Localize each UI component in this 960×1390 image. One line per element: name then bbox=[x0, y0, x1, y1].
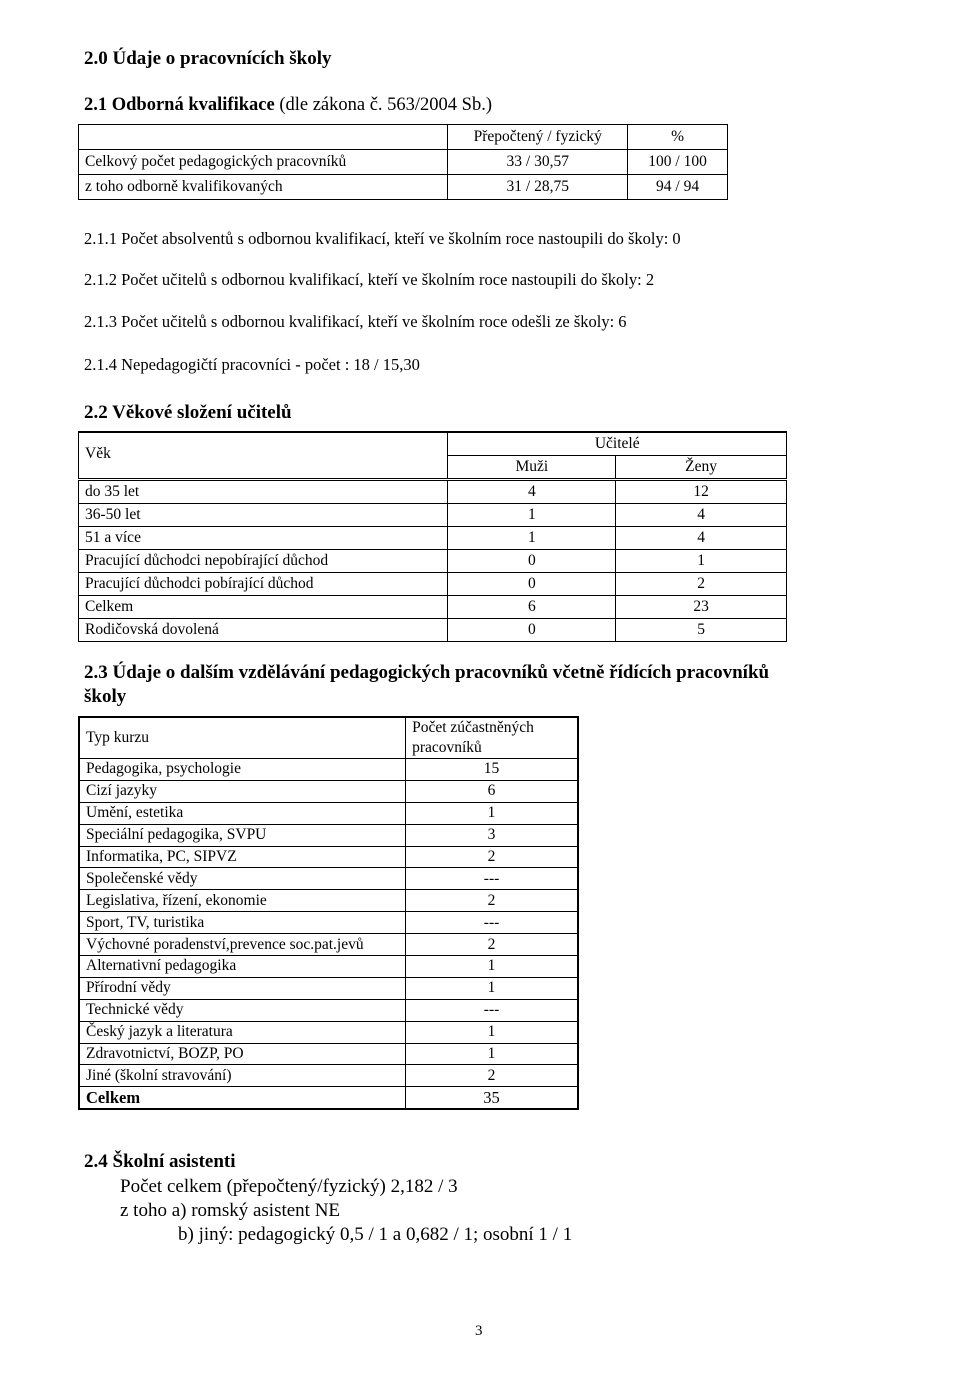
training-table bbox=[78, 716, 579, 1110]
table-cell: 5 bbox=[616, 619, 787, 642]
table-header-cell: % bbox=[628, 125, 728, 150]
table-cell: Pracující důchodci pobírající důchod bbox=[79, 573, 448, 596]
table-cell: Přírodní vědy bbox=[79, 977, 406, 999]
assistants-total: Počet celkem (přepočtený/fyzický) 2,182 / 3 bbox=[120, 1176, 458, 1197]
section-title-2-1 bbox=[84, 95, 492, 116]
table-cell: 15 bbox=[406, 759, 578, 781]
table-cell: 0 bbox=[448, 619, 616, 642]
table-row bbox=[79, 868, 578, 890]
section-title-2-4: 2.4 Školní asistenti bbox=[84, 1151, 236, 1172]
table-cell: 6 bbox=[448, 596, 616, 619]
table-cell: 1 bbox=[448, 527, 616, 550]
section-title-2-1-bold: 2.1 Odborná kvalifikace bbox=[84, 95, 275, 115]
table-row bbox=[79, 527, 787, 550]
table-row bbox=[79, 780, 578, 802]
table-cell: do 35 let bbox=[79, 480, 448, 504]
table-header-cell: Přepočtený / fyzický bbox=[448, 125, 628, 150]
table-row bbox=[79, 550, 787, 573]
section-2-1-3: 2.1.3 Počet učitelů s odbornou kvalifikací, kteří ve školním roce odešli ze školy: 6 bbox=[84, 312, 627, 331]
table-row bbox=[79, 1021, 578, 1043]
table-cell: Speciální pedagogika, SVPU bbox=[79, 824, 406, 846]
table-header-cell: Typ kurzu bbox=[79, 717, 406, 759]
header-line: Počet zúčastněných bbox=[412, 719, 534, 736]
age-structure-table bbox=[78, 431, 787, 642]
table-row bbox=[79, 977, 578, 999]
table-cell: Celkem bbox=[79, 596, 448, 619]
table-cell: 1 bbox=[448, 504, 616, 527]
table-cell: --- bbox=[406, 868, 578, 890]
table-cell: z toho odborně kvalifikovaných bbox=[79, 175, 448, 200]
table-cell: 1 bbox=[406, 1021, 578, 1043]
table-cell: Český jazyk a literatura bbox=[79, 1021, 406, 1043]
table-cell: --- bbox=[406, 912, 578, 934]
table-cell: 2 bbox=[406, 890, 578, 912]
qualification-table bbox=[78, 124, 728, 200]
table-cell: --- bbox=[406, 999, 578, 1021]
table-cell: 35 bbox=[406, 1087, 578, 1109]
section-title-2-2: 2.2 Věkové složení učitelů bbox=[84, 402, 292, 423]
section-2-1-2: 2.1.2 Počet učitelů s odbornou kvalifikací, kteří ve školním roce nastoupili do školy: 2 bbox=[84, 270, 655, 289]
table-row bbox=[79, 934, 578, 956]
table-cell: 12 bbox=[616, 480, 787, 504]
table-row bbox=[79, 596, 787, 619]
table-row bbox=[79, 175, 728, 200]
table-cell: 4 bbox=[448, 480, 616, 504]
section-2-1-1: 2.1.1 Počet absolventů s odbornou kvalifikací, kteří ve školním roce nastoupili do školy: 0 bbox=[84, 229, 681, 248]
table-header-cell: Muži bbox=[448, 456, 616, 480]
table-cell bbox=[79, 125, 448, 150]
section-title-2-3-line2: školy bbox=[84, 686, 127, 707]
table-row bbox=[79, 573, 787, 596]
assistants-roma: z toho a) romský asistent NE bbox=[120, 1200, 341, 1221]
table-header-cell: Učitelé bbox=[448, 432, 787, 456]
table-cell: Informatika, PC, SIPVZ bbox=[79, 846, 406, 868]
table-cell: 4 bbox=[616, 504, 787, 527]
table-cell: Sport, TV, turistika bbox=[79, 912, 406, 934]
table-row bbox=[79, 150, 728, 175]
table-row bbox=[79, 504, 787, 527]
table-header-cell: Věk bbox=[79, 432, 448, 480]
table-row bbox=[79, 619, 787, 642]
table-cell: 4 bbox=[616, 527, 787, 550]
table-row bbox=[79, 999, 578, 1021]
table-cell: Pedagogika, psychologie bbox=[79, 759, 406, 781]
table-cell: Celkový počet pedagogických pracovníků bbox=[79, 150, 448, 175]
table-cell: Společenské vědy bbox=[79, 868, 406, 890]
table-row bbox=[79, 890, 578, 912]
table-row bbox=[79, 912, 578, 934]
assistants-other: b) jiný: pedagogický 0,5 / 1 a 0,682 / 1; osobní 1 / 1 bbox=[178, 1224, 573, 1245]
table-header-row bbox=[79, 125, 728, 150]
table-cell: 1 bbox=[406, 1043, 578, 1065]
table-cell: 1 bbox=[406, 977, 578, 999]
table-cell: 51 a více bbox=[79, 527, 448, 550]
table-row bbox=[79, 759, 578, 781]
table-cell: 100 / 100 bbox=[628, 150, 728, 175]
table-total-row bbox=[79, 1087, 578, 1109]
section-2-1-4: 2.1.4 Nepedagogičtí pracovníci - počet : 18 / 15,30 bbox=[84, 355, 420, 374]
table-cell: 23 bbox=[616, 596, 787, 619]
table-cell: Technické vědy bbox=[79, 999, 406, 1021]
table-cell: 1 bbox=[616, 550, 787, 573]
table-header-cell bbox=[406, 717, 578, 759]
table-cell: 33 / 30,57 bbox=[448, 150, 628, 175]
table-cell: Umění, estetika bbox=[79, 802, 406, 824]
table-header-row bbox=[79, 717, 578, 759]
table-cell: 2 bbox=[406, 1065, 578, 1087]
table-cell: 94 / 94 bbox=[628, 175, 728, 200]
table-cell: Jiné (školní stravování) bbox=[79, 1065, 406, 1087]
table-cell: 1 bbox=[406, 802, 578, 824]
table-cell: 0 bbox=[448, 550, 616, 573]
table-cell: Celkem bbox=[79, 1087, 406, 1109]
table-cell: 6 bbox=[406, 780, 578, 802]
page-number: 3 bbox=[475, 1323, 483, 1339]
table-cell: Rodičovská dovolená bbox=[79, 619, 448, 642]
table-cell: 1 bbox=[406, 956, 578, 978]
table-cell: Pracující důchodci nepobírající důchod bbox=[79, 550, 448, 573]
table-header-cell: Ženy bbox=[616, 456, 787, 480]
table-cell: Cizí jazyky bbox=[79, 780, 406, 802]
table-cell: Alternativní pedagogika bbox=[79, 956, 406, 978]
table-header-row bbox=[79, 432, 787, 456]
table-row bbox=[79, 1043, 578, 1065]
table-cell: 36-50 let bbox=[79, 504, 448, 527]
table-row bbox=[79, 846, 578, 868]
table-row bbox=[79, 802, 578, 824]
section-title-2-0: 2.0 Údaje o pracovnících školy bbox=[84, 48, 332, 69]
table-row bbox=[79, 480, 787, 504]
table-cell: 2 bbox=[406, 846, 578, 868]
table-cell: 31 / 28,75 bbox=[448, 175, 628, 200]
section-title-2-3: 2.3 Údaje o dalším vzdělávání pedagogických pracovníků včetně řídících pracovníků bbox=[84, 662, 770, 683]
table-cell: 3 bbox=[406, 824, 578, 846]
section-title-2-1-rest: (dle zákona č. 563/2004 Sb.) bbox=[274, 95, 493, 115]
table-cell: Výchovné poradenství,prevence soc.pat.jevů bbox=[79, 934, 406, 956]
header-line: pracovníků bbox=[412, 739, 482, 756]
table-cell: 2 bbox=[616, 573, 787, 596]
table-cell: Legislativa, řízení, ekonomie bbox=[79, 890, 406, 912]
table-cell: Zdravotnictví, BOZP, PO bbox=[79, 1043, 406, 1065]
table-cell: 2 bbox=[406, 934, 578, 956]
table-row bbox=[79, 1065, 578, 1087]
table-cell: 0 bbox=[448, 573, 616, 596]
table-row bbox=[79, 956, 578, 978]
table-row bbox=[79, 824, 578, 846]
